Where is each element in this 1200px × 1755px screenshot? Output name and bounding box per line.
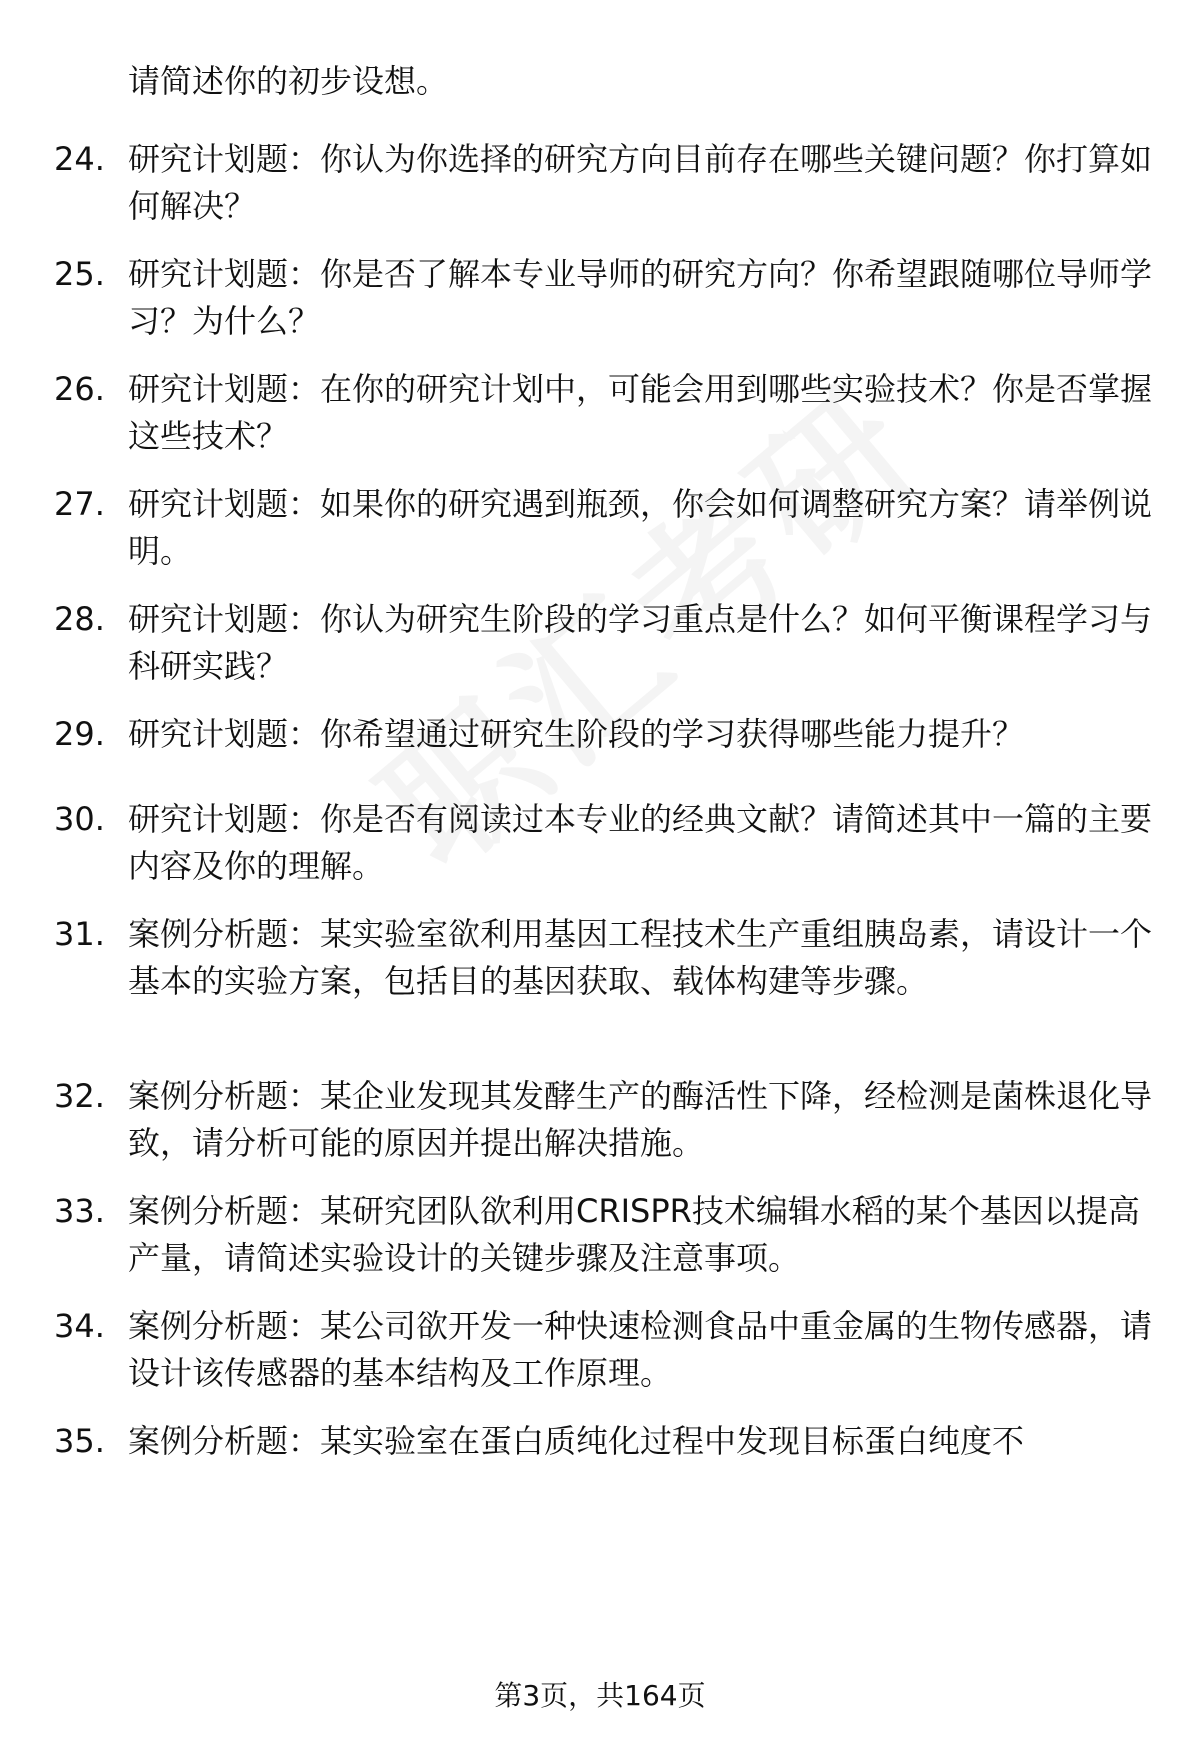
question-number: 29. bbox=[54, 715, 105, 753]
continuation-text: 请简述你的初步设想。 bbox=[128, 62, 449, 100]
question-number: 25. bbox=[54, 255, 105, 293]
question-text: 案例分析题：某实验室欲利用基因工程技术生产重组胰岛素，请设计一个基本的实验方案，包括目的基因获取、载体构建等步骤。 bbox=[128, 915, 1153, 1000]
question-text: 研究计划题：你是否了解本专业导师的研究方向？你希望跟随哪位导师学习？为什么？ bbox=[128, 255, 1153, 340]
question-number: 35. bbox=[54, 1422, 105, 1460]
question-text: 案例分析题：某企业发现其发酵生产的酶活性下降，经检测是菌株退化导致，请分析可能的原因并提出解决措施。 bbox=[128, 1077, 1153, 1162]
question-text: 研究计划题：你希望通过研究生阶段的学习获得哪些能力提升？ bbox=[128, 715, 1025, 753]
page-footer: 第3页，共164页 bbox=[494, 1679, 706, 1712]
question-number: 31. bbox=[54, 915, 105, 953]
question-text: 研究计划题：如果你的研究遇到瓶颈，你会如何调整研究方案？请举例说明。 bbox=[128, 485, 1153, 570]
question-text: 研究计划题：你认为研究生阶段的学习重点是什么？如何平衡课程学习与科研实践？ bbox=[128, 600, 1153, 685]
question-number: 24. bbox=[54, 140, 105, 178]
question-number: 26. bbox=[54, 370, 105, 408]
question-text: 案例分析题：某实验室在蛋白质纯化过程中发现目标蛋白纯度不 bbox=[128, 1422, 1025, 1460]
question-number: 27. bbox=[54, 485, 105, 523]
question-text: 研究计划题：在你的研究计划中，可能会用到哪些实验技术？你是否掌握这些技术？ bbox=[128, 370, 1153, 455]
question-text: 研究计划题：你认为你选择的研究方向目前存在哪些关键问题？你打算如何解决？ bbox=[128, 140, 1153, 225]
question-text: 研究计划题：你是否有阅读过本专业的经典文献？请简述其中一篇的主要内容及你的理解。 bbox=[128, 800, 1153, 885]
question-text: 案例分析题：某公司欲开发一种快速检测食品中重金属的生物传感器，请设计该传感器的基本结构及工作原理。 bbox=[128, 1307, 1153, 1392]
question-number: 34. bbox=[54, 1307, 105, 1345]
question-number: 30. bbox=[54, 800, 105, 838]
question-text: 案例分析题：某研究团队欲利用CRISPR技术编辑水稻的某个基因以提高产量，请简述实验设计的关键步骤及注意事项。 bbox=[128, 1192, 1140, 1277]
question-number: 32. bbox=[54, 1077, 105, 1115]
question-number: 28. bbox=[54, 600, 105, 638]
question-number: 33. bbox=[54, 1192, 105, 1230]
